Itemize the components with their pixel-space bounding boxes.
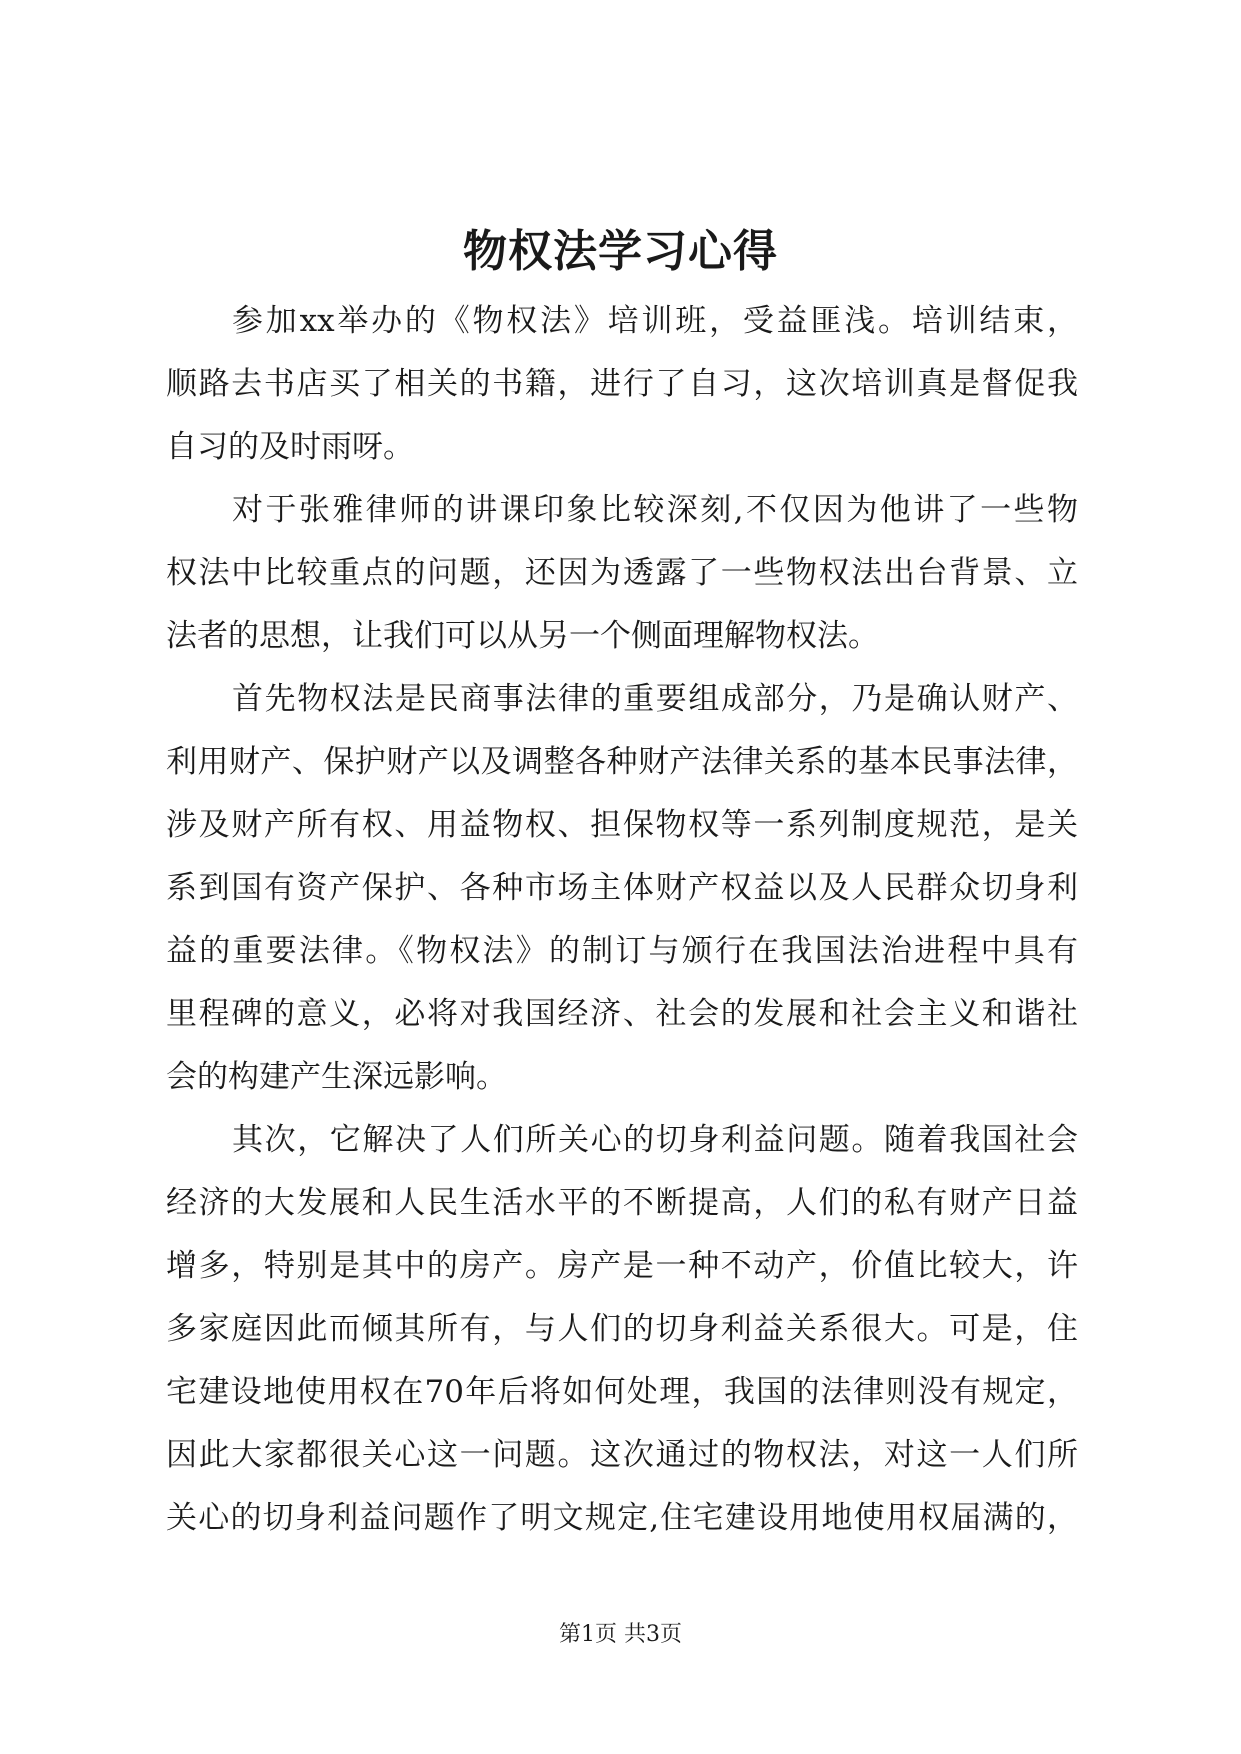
paragraph-line: 宅建设地使用权在70年后将如何处理，我国的法律则没有规定，	[166, 1374, 1078, 1410]
paragraph-line: 会的构建产生深远影响。	[166, 1059, 507, 1095]
paragraph-line: 增多，特别是其中的房产。房产是一种不动产，价值比较大，许	[166, 1248, 1078, 1284]
paragraph-line: 关心的切身利益问题作了明文规定,住宅建设用地使用权届满的，	[166, 1500, 1078, 1536]
paragraph-line: 因此大家都很关心这一问题。这次通过的物权法，对这一人们所	[166, 1437, 1078, 1473]
paragraph-line: 多家庭因此而倾其所有，与人们的切身利益关系很大。可是，住	[166, 1311, 1078, 1347]
page-footer: 第1页 共3页	[559, 1622, 682, 1647]
paragraph-line: 其次，它解决了人们所关心的切身利益问题。随着我国社会	[232, 1122, 1078, 1158]
paragraph-line: 法者的思想，让我们可以从另一个侧面理解物权法。	[166, 618, 879, 654]
paragraph-line: 对于张雅律师的讲课印象比较深刻,不仅因为他讲了一些物	[232, 492, 1078, 528]
paragraph-line: 里程碑的意义，必将对我国经济、社会的发展和社会主义和谐社	[166, 996, 1078, 1032]
document-body	[166, 290, 1078, 1550]
paragraph-line: 参加xx举办的《物权法》培训班，受益匪浅。培训结束，	[232, 303, 1078, 339]
paragraph-line: 经济的大发展和人民生活水平的不断提高，人们的私有财产日益	[166, 1185, 1078, 1221]
paragraph-line: 系到国有资产保护、各种市场主体财产权益以及人民群众切身利	[166, 870, 1078, 906]
document-title: 物权法学习心得	[463, 226, 778, 277]
paragraph-line: 益的重要法律。《物权法》的制订与颁行在我国法治进程中具有	[166, 933, 1078, 969]
paragraph-line: 权法中比较重点的问题，还因为透露了一些物权法出台背景、立	[166, 555, 1078, 591]
paragraph-line: 利用财产、保护财产以及调整各种财产法律关系的基本民事法律，	[166, 744, 1078, 780]
paragraph-line: 首先物权法是民商事法律的重要组成部分，乃是确认财产、	[232, 681, 1078, 717]
paragraph-line: 自习的及时雨呀。	[166, 429, 414, 465]
paragraph-line: 顺路去书店买了相关的书籍，进行了自习，这次培训真是督促我	[166, 366, 1078, 402]
paragraph-line: 涉及财产所有权、用益物权、担保物权等一系列制度规范，是关	[166, 807, 1078, 843]
